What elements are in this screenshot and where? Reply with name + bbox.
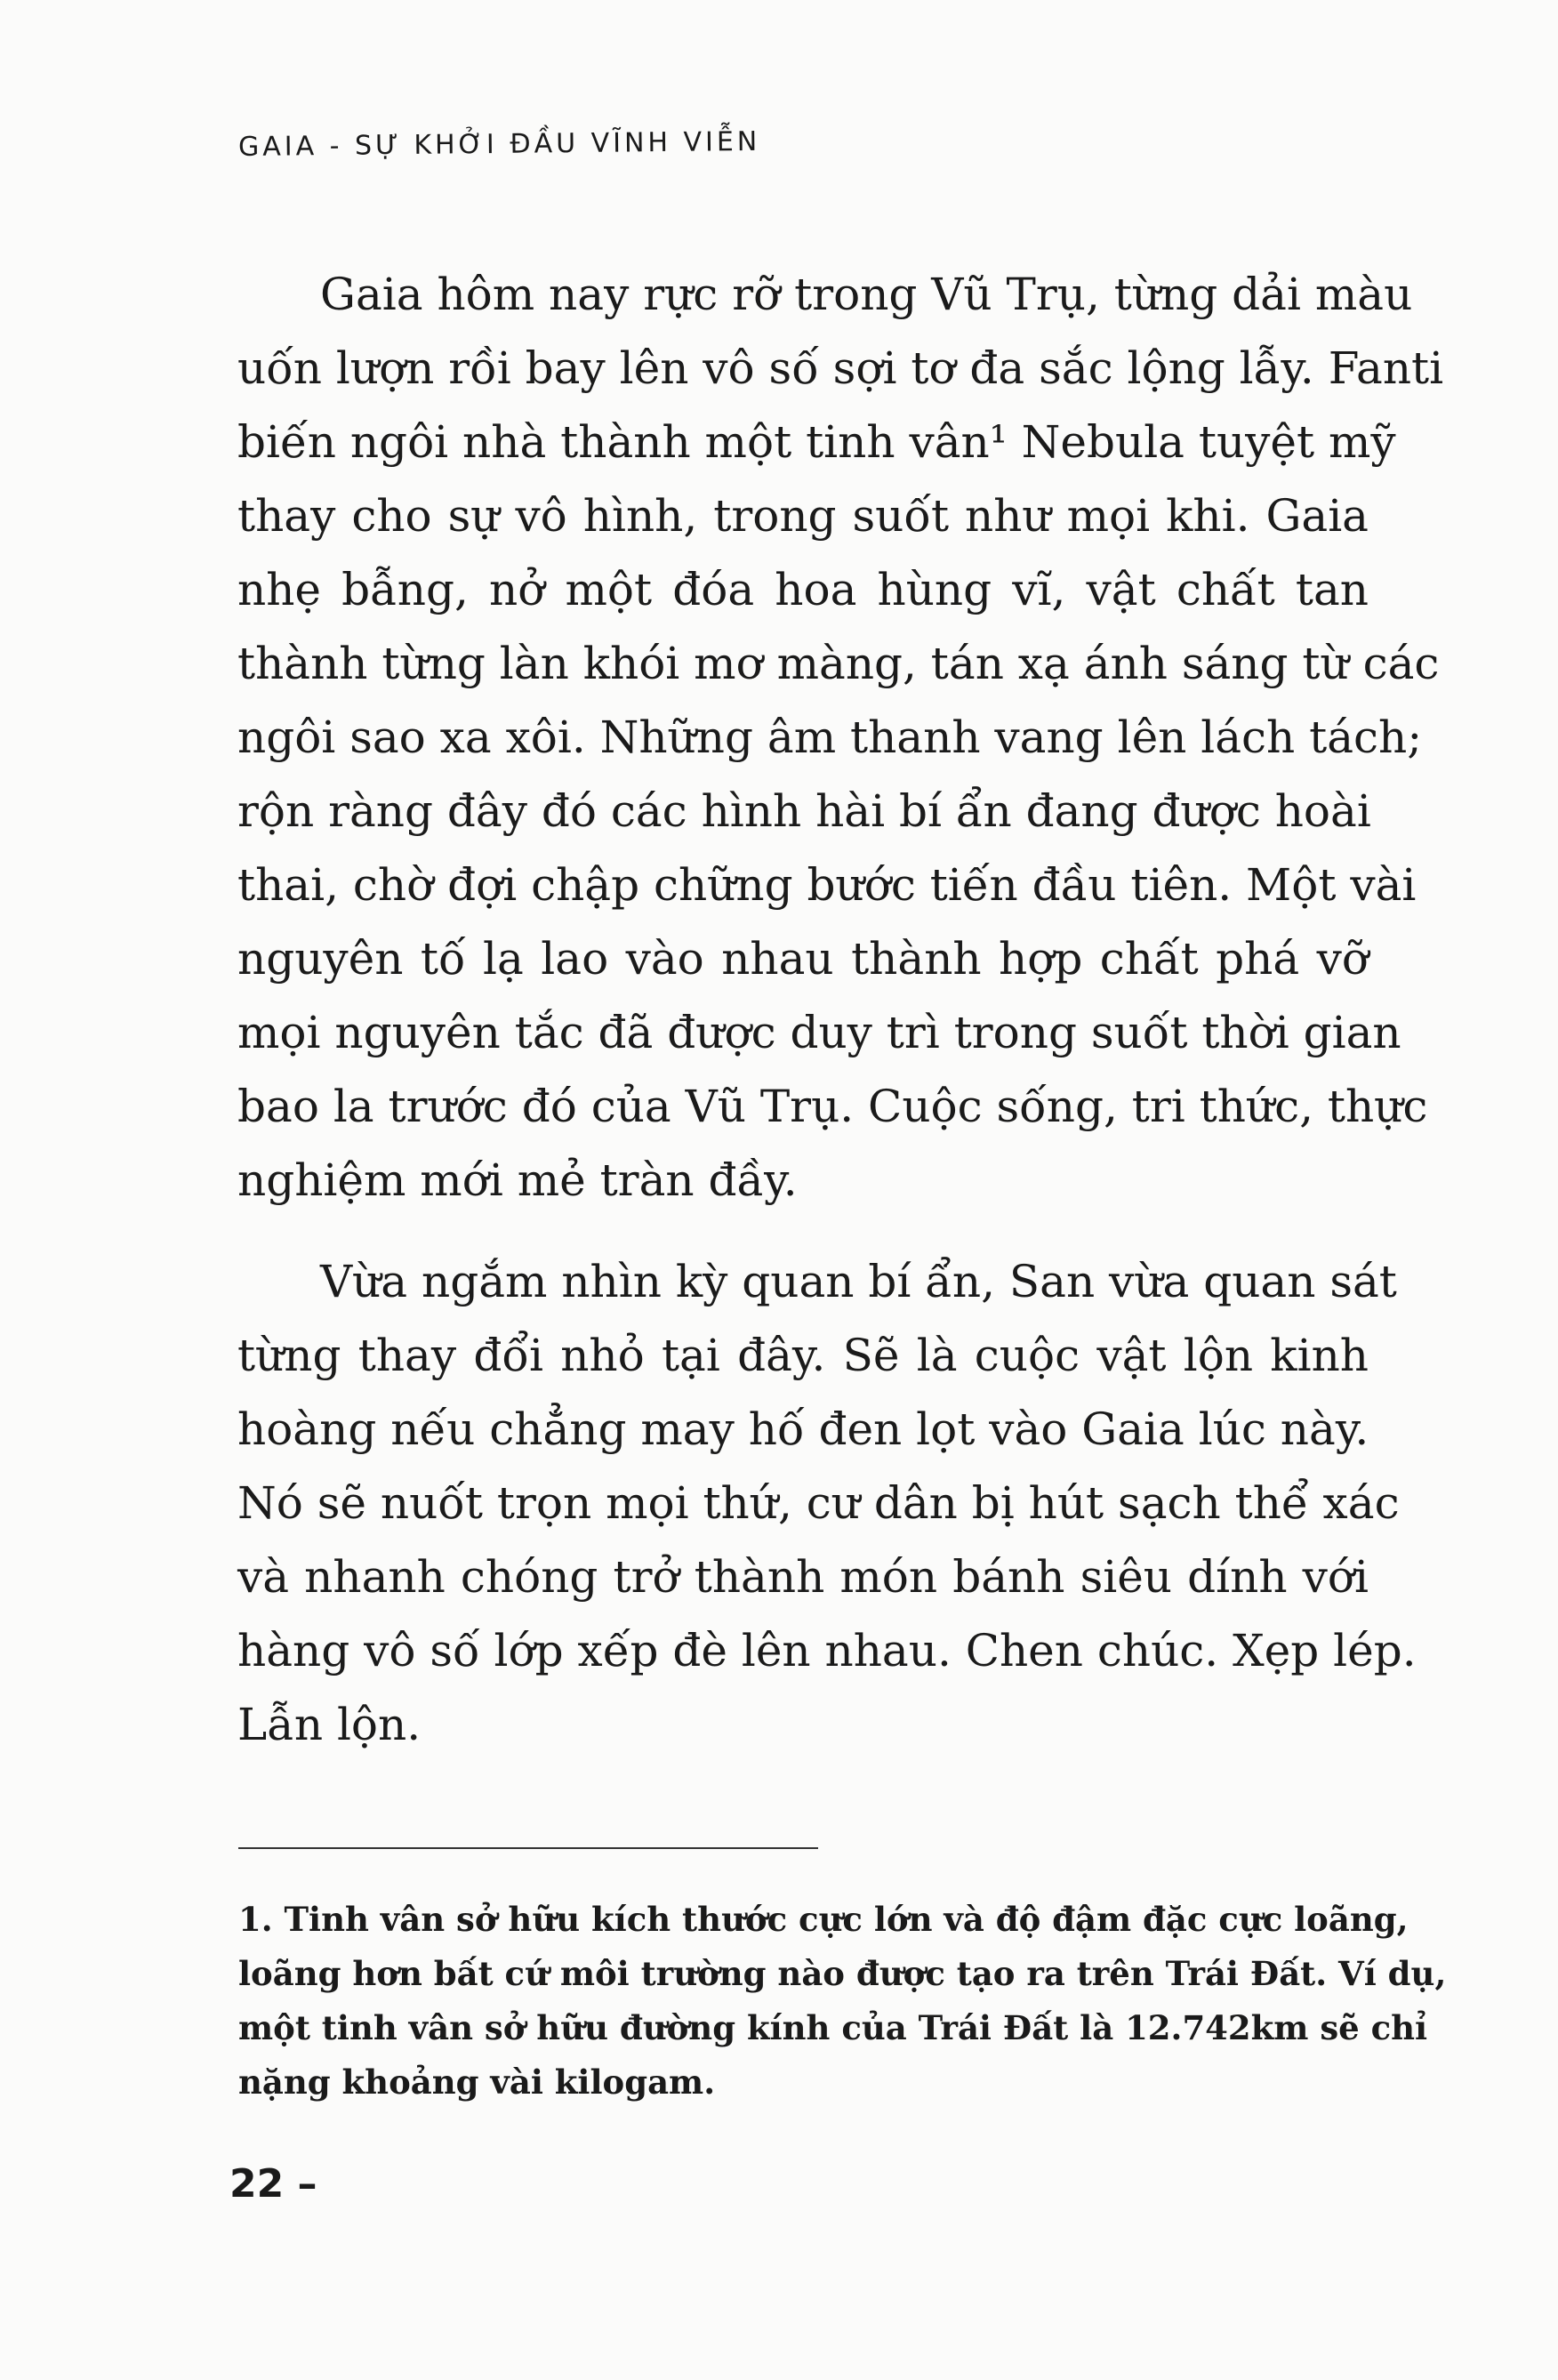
text-line: nghiệm mới mẻ tràn đầy.: [237, 1154, 798, 1206]
text-line: biến ngôi nhà thành một tinh vân¹ Nebula tuyệt mỹ: [237, 416, 1396, 468]
text-line: Nó sẽ nuốt trọn mọi thứ, cư dân bị hút sạch thể xác: [237, 1477, 1400, 1529]
text-line: uốn lượn rồi bay lên vô số sợi tơ đa sắc lộng lẫy. Fanti: [237, 342, 1444, 394]
running-header: GAIA - SỰ KHỞI ĐẦU VĨNH VIỄN: [237, 125, 761, 163]
text-line: thai, chờ đợi chập chững bước tiến đầu tiên. Một vài: [237, 859, 1417, 911]
text-line: một tinh vân sở hữu đường kính của Trái Đất là 12.742km sẽ chỉ: [238, 2008, 1428, 2047]
text-line: loãng hơn bất cứ môi trường nào được tạo ra trên Trái Đất. Ví dụ,: [238, 1954, 1447, 1993]
text-line: Lẫn lộn.: [237, 1699, 422, 1750]
text-line: và nhanh chóng trở thành món bánh siêu dính với: [237, 1551, 1369, 1603]
text-line: 1. Tinh vân sở hữu kích thước cực lớn và độ đậm đặc cực loãng,: [238, 1900, 1409, 1939]
text-line: bao la trước đó của Vũ Trụ. Cuộc sống, tri thức, thực: [237, 1081, 1428, 1132]
text-line: Gaia hôm nay rực rỡ trong Vũ Trụ, từng dải màu: [320, 269, 1413, 320]
text-line: nhẹ bẫng, nở một đóa hoa hùng vĩ, vật chất tan: [237, 564, 1369, 615]
text-line: ngôi sao xa xôi. Những âm thanh vang lên lách tách;: [237, 712, 1423, 763]
footnote-divider: [238, 1847, 818, 1849]
text-line: từng thay đổi nhỏ tại đây. Sẽ là cuộc vật lộn kinh: [237, 1330, 1369, 1381]
page-number: 22 –: [229, 2161, 317, 2207]
text-line: thành từng làn khói mơ màng, tán xạ ánh sáng từ các: [237, 638, 1440, 689]
text-line: thay cho sự vô hình, trong suốt như mọi khi. Gaia: [237, 490, 1369, 542]
footnote: [238, 1893, 1447, 2110]
text-line: nguyên tố lạ lao vào nhau thành hợp chất phá vỡ: [237, 933, 1369, 985]
text-line: hoàng nếu chẳng may hố đen lọt vào Gaia lúc này.: [237, 1403, 1369, 1455]
text-line: Vừa ngắm nhìn kỳ quan bí ẩn, San vừa quan sát: [320, 1256, 1397, 1307]
paragraph-1: [237, 258, 1444, 1218]
text-line: hàng vô số lớp xếp đè lên nhau. Chen chúc. Xẹp lép.: [237, 1625, 1417, 1676]
text-line: nặng khoảng vài kilogam.: [238, 2062, 716, 2102]
paragraph-2: [237, 1245, 1417, 1762]
text-line: rộn ràng đây đó các hình hài bí ẩn đang được hoài: [237, 785, 1371, 837]
text-line: mọi nguyên tắc đã được duy trì trong suốt thời gian: [237, 1007, 1401, 1058]
